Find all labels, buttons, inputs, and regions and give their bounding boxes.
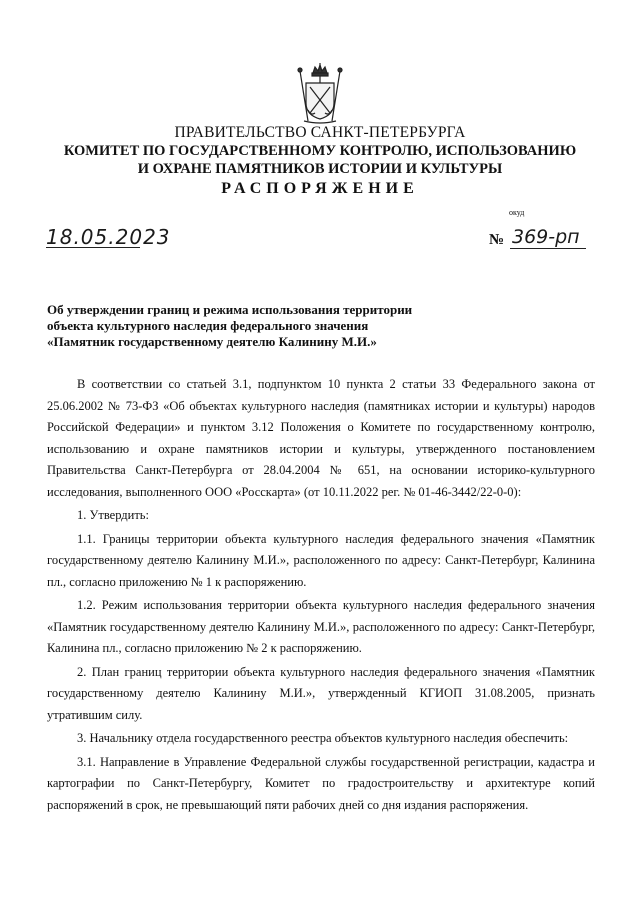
clause-2: 2. План границ территории объекта культурного наследия федерального значения «Памятник государственному деятелю Калинину М.И.», утвержденный КГИОП 31.08.2005, признать утратившим силу. — [47, 664, 595, 722]
clause-3: 3. Начальнику отдела государственного реестра объектов культурного наследия обеспечить: — [77, 731, 569, 745]
clause-1-2: 1.2. Режим использования территории объекта культурного наследия федерального значения «Памятник государственному деятелю Калинину М.И.», расположенного по адресу: Санкт-Петербург, Калинина пл., согласно приложению № 2 к распоряжению. — [47, 598, 595, 655]
clause-1: 1. Утвердить: — [77, 508, 149, 522]
clause-3-1: 3.1. Направление в Управление Федеральной службы государственной регистрации, кадастра и картографии по Санкт-Петербургу, Комитет по градостроительству и архитектуре копий распоряжений в срок, не превышающий пяти рабочих дней со дня издания распоряжения. — [47, 754, 595, 812]
clause-1-1: 1.1. Границы территории объекта культурного наследия федерального значения «Памятник государственному деятелю Калинину М.И.», расположенного по адресу: Санкт-Петербург, Калинина пл., согласно приложению № 1 к распоряжению. — [47, 531, 595, 589]
document-type-title: РАСПОРЯЖЕНИЕ — [221, 180, 419, 197]
document-date: 18.05.2023 — [46, 225, 171, 249]
document-number: 369-рп — [512, 226, 580, 248]
document-subject — [47, 302, 412, 350]
subject-line: объекта культурного наследия федерального значения — [47, 318, 369, 333]
committee-title-line2: И ОХРАНЕ ПАМЯТНИКОВ ИСТОРИИ И КУЛЬТУРЫ — [137, 161, 503, 177]
coat-of-arms-emblem — [296, 63, 344, 125]
document-body — [47, 374, 595, 818]
committee-title-line1: КОМИТЕТ ПО ГОСУДАРСТВЕННОМУ КОНТРОЛЮ, ИСПОЛЬЗОВАНИЮ — [63, 143, 577, 159]
number-sign: № — [489, 232, 505, 248]
government-title: ПРАВИТЕЛЬСТВО САНКТ-ПЕТЕРБУРГА — [174, 124, 466, 141]
subject-line: Об утверждении границ и режима использования территории — [47, 302, 413, 317]
date-underline — [46, 247, 140, 248]
number-underline — [510, 248, 586, 249]
preamble-paragraph: В соответствии со статьей 3.1, подпунктом 10 пункта 2 статьи 33 Федерального закона от 25.06.2002 № 73-ФЗ «Об объектах культурного наследия (памятниках истории и культуры) народов Российской Федерации» и пунктом 3.12 Положения о Комитете по государственному контролю, использованию и охране памятников истории и культуры, утвержденного постановлением Правительства Санкт-Петербурга от 28.04.2004 № 651, на основании историко-культурного исследования, выполненного ООО «Росскарта» (от 10.11.2022 рег. № 01-46-3442/22-0-0): — [47, 377, 595, 499]
subject-line: «Памятник государственному деятелю Калинину М.И.» — [47, 334, 377, 349]
okud-label: окуд — [509, 208, 525, 217]
